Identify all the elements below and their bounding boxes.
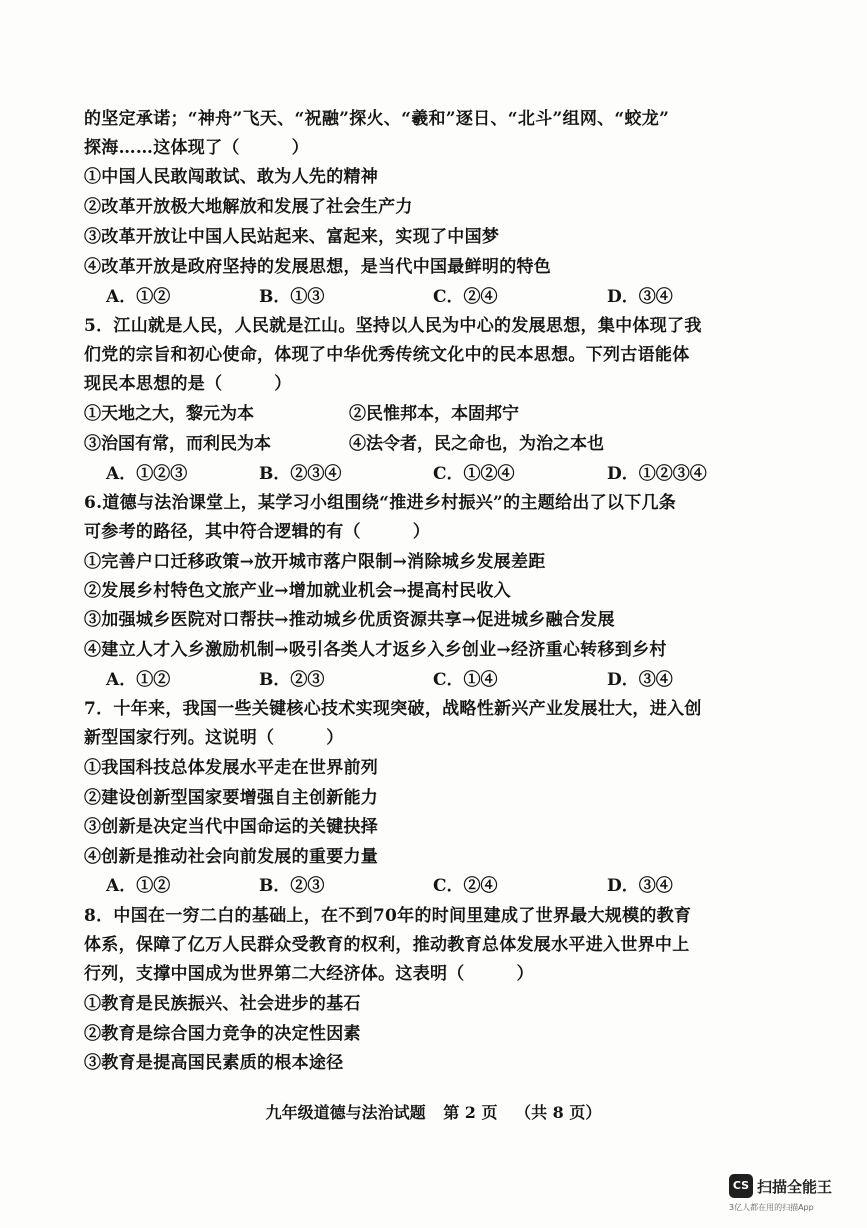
question-text-line: 们党的宗旨和初心使命，体现了中华优秀传统文化中的民本思想。下列古语能体	[84, 345, 690, 365]
option-c[interactable]: C．①④	[433, 670, 498, 690]
question-5-stem: 5．江山就是人民，人民就是江山。坚持以人民为中心的发展思想，集中体现了我	[84, 316, 702, 336]
statement-item: ③教育是提高国民素质的根本途径	[84, 1053, 344, 1073]
statement-item: ③改革开放让中国人民站起来、富起来，实现了中国梦	[84, 227, 500, 247]
question-7-stem: 7．十年来，我国一些关键核心技术实现突破，战略性新兴产业发展壮大，进入创	[84, 699, 702, 719]
option-b[interactable]: B．②③	[259, 670, 325, 690]
question-text-line: 新型国家行列。这说明（ ）	[84, 728, 344, 748]
statement-item: ③创新是决定当代中国命运的关键抉择	[84, 817, 379, 837]
camscanner-logo-icon: CS	[729, 1174, 753, 1198]
option-d[interactable]: D．③④	[607, 287, 673, 307]
question-text-line: 体系，保障了亿万人民群众受教育的权利，推动教育总体发展水平进入世界中上	[84, 935, 690, 955]
statement-item: ④改革开放是政府坚持的发展思想，是当代中国最鲜明的特色	[84, 257, 552, 277]
option-c[interactable]: C．②④	[433, 287, 498, 307]
option-c[interactable]: C．①②④	[433, 464, 515, 484]
option-b[interactable]: B．①③	[259, 287, 325, 307]
statement-item: ③加强城乡医院对口帮扶→推动城乡优质资源共享→促进城乡融合发展	[84, 610, 615, 630]
statement-item: ④法令者，民之命也，为治之本也	[349, 434, 604, 454]
question-text-line: 行列，支撑中国成为世界第二大经济体。这表明（ ）	[84, 964, 534, 984]
page-footer	[0, 1100, 867, 1123]
question-text-line: 的坚定承诺；“神舟”飞天、“祝融”探火、“羲和”逐日、“北斗”组网、“蛟龙”	[84, 109, 670, 129]
statement-item: ②发展乡村特色文旅产业→增加就业机会→提高村民收入	[84, 581, 511, 601]
option-a[interactable]: A．①②	[106, 287, 171, 307]
camscanner-watermark	[729, 1172, 841, 1214]
statement-item: ①天地之大，黎元为本	[84, 404, 254, 424]
watermark-app-name: 扫描全能王	[757, 1178, 833, 1196]
option-b[interactable]: B．②③④	[259, 464, 342, 484]
statement-item: ①我国科技总体发展水平走在世界前列	[84, 758, 379, 778]
option-d[interactable]: D．①②③④	[607, 464, 707, 484]
option-d[interactable]: D．③④	[607, 876, 673, 896]
question-text-line: 现民本思想的是（ ）	[84, 374, 292, 394]
option-b[interactable]: B．②③	[259, 876, 325, 896]
footer-total-pages: （共 8 页）	[515, 1103, 602, 1122]
question-6-stem: 6.道德与法治课堂上，某学习小组围绕“推进乡村振兴”的主题给出了以下几条	[84, 493, 677, 513]
statement-item: ②改革开放极大地解放和发展了社会生产力	[84, 197, 413, 217]
option-c[interactable]: C．②④	[433, 876, 498, 896]
statement-item: ①教育是民族振兴、社会进步的基石	[84, 994, 361, 1014]
option-a[interactable]: A．①②③	[106, 464, 188, 484]
option-a[interactable]: A．①②	[106, 670, 171, 690]
question-text-line: 探海……这体现了（ ）	[84, 138, 309, 158]
statement-item: ③治国有常，而利民为本	[84, 434, 271, 454]
option-a[interactable]: A．①②	[106, 876, 171, 896]
statement-item: ④创新是推动社会向前发展的重要力量	[84, 847, 379, 867]
footer-subject: 九年级道德与法治试题	[265, 1103, 426, 1122]
watermark-tagline: 3亿人都在用的扫描App	[729, 1203, 814, 1212]
statement-item: ④建立人才入乡激励机制→吸引各类人才返乡入乡创业→经济重心转移到乡村	[84, 640, 667, 660]
question-text-line: 可参考的路径，其中符合逻辑的有（ ）	[84, 522, 430, 542]
question-8-stem: 8．中国在一穷二白的基础上，在不到70年的时间里建成了世界最大规模的教育	[84, 906, 692, 926]
footer-page-number: 第 2 页	[443, 1103, 498, 1122]
option-d[interactable]: D．③④	[607, 670, 673, 690]
statement-item: ①完善户口迁移政策→放开城市落户限制→消除城乡发展差距	[84, 552, 546, 572]
statement-item: ①中国人民敢闯敢试、敢为人先的精神	[84, 167, 379, 187]
statement-item: ②建设创新型国家要增强自主创新能力	[84, 788, 379, 808]
statement-item: ②教育是综合国力竞争的决定性因素	[84, 1024, 361, 1044]
statement-item: ②民惟邦本，本固邦宁	[349, 404, 519, 424]
